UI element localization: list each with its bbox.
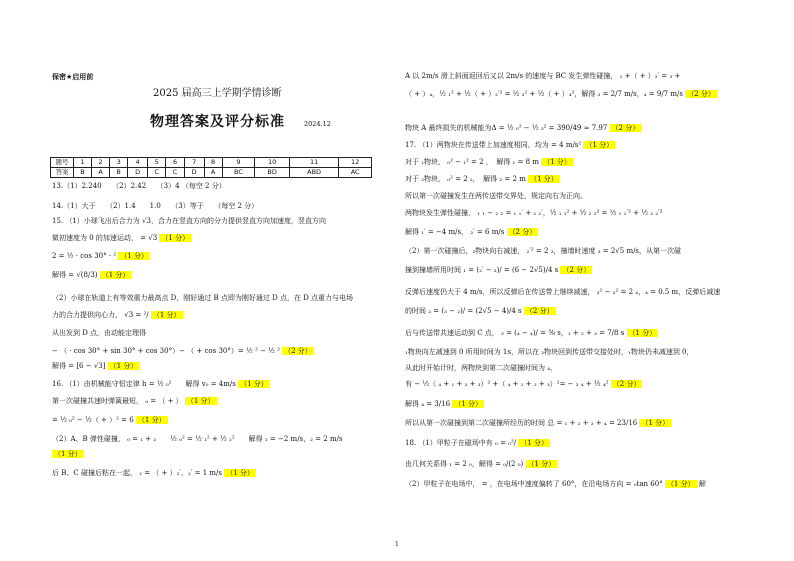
equation: ₀² = 2 ₂， 解得 ₂ = 2 m [447, 175, 526, 183]
equation: = ₀tan 60° [625, 480, 663, 488]
equation: ₁ ₁ − ₂ ₂ = ₁ ₁′ + ₂ ₂′，½ ₁ ₁² + ½ ₂ ₂² = ½ ₁ ₁′² + ½ ₂ ₂′² [477, 209, 663, 217]
page-title: 物理答案及评分标准 [150, 114, 285, 130]
question-number-cell: 5 [148, 158, 166, 168]
answer-cell: B [74, 168, 92, 178]
question-number-cell: 4 [128, 158, 148, 168]
score-note: （每空 2 分） [181, 182, 226, 190]
answer-16-line8 [405, 91, 717, 98]
answer-text: 对于 ₁物块， [405, 158, 446, 166]
score-mark: （2 分） [525, 307, 554, 315]
answer-13 [52, 183, 226, 190]
answer-17-line15 [405, 401, 484, 408]
equation: ₁ +（ + ）₂′ = ₃ + [619, 72, 681, 80]
answer-18-line2 [405, 461, 557, 468]
question-number-cell: 9 [222, 158, 255, 168]
answer-cell: C [166, 168, 184, 178]
answer-17-line7 [405, 248, 681, 255]
answer-cell: D [184, 168, 204, 178]
answer-17-line4: 所以第一次碰撞发生在两传送带交界处，规定向右为正向。 [405, 192, 587, 200]
score-mark: （2 分） [687, 90, 715, 98]
answer-15-line8 [52, 348, 314, 355]
equation: = 4 m/s² [551, 141, 582, 149]
answer-text: 解得 [405, 400, 419, 408]
answer-15-line1 [52, 218, 326, 225]
answer-17-line1 [405, 142, 615, 149]
equation: （ + ）₄，½ ₁² + ½（ + ）₂′² = ½ ₃² + ½（ + ）₄²，解得 ₃ = 2/7 m/s，₄ = 9/7 m/s [405, 90, 683, 98]
question-number-cell: 2 [92, 158, 110, 168]
equation: ₂′ = 6 m/s [470, 228, 505, 236]
answer-text: 后 B、C 碰撞后粘在一起， [52, 469, 137, 477]
score-mark: （1 分） [454, 400, 482, 408]
score-mark: （2 分） [508, 228, 537, 236]
equation: ₃² − ₂² = 2 ₄，₄ = 0.5 m，反弹后减速 [596, 288, 721, 296]
equation: ₃ = (₄ − ₄)/ = ⅜ s，₁ + ₂ + ₃ = 7/8 s [501, 329, 625, 337]
answer-15-line9 [52, 363, 139, 370]
question-number-cell: 10 [255, 158, 290, 168]
answer-text: 的时间 [405, 307, 426, 315]
answer-17-line3 [405, 176, 560, 183]
answer-text: 13.（1）2.240 （2）2.42 （3） [52, 182, 176, 190]
equation: h = ½ ₀² 解得 v₀ = 4m/s [142, 380, 236, 388]
confidential-label: 保密★启用前 [52, 73, 94, 81]
answer-text: 后与传送带共速运动到 C 点， [405, 329, 499, 337]
answer-text: 由几何关系得 [405, 460, 447, 468]
answer-18-line1 [405, 440, 550, 447]
score-mark: （1 分） [109, 362, 138, 370]
score-mark: （1 分） [186, 397, 215, 405]
exam-date: 2024.12 [304, 120, 331, 128]
equation: = ½ ₀² − ½（ + ）² = 6 [52, 416, 134, 424]
score-mark: （1 分） [226, 469, 254, 477]
answer-17-line14 [405, 381, 642, 388]
answer-text: （2）第一次碰撞后，₂物块向右减速， [405, 247, 525, 255]
score-mark: （1 分） [666, 480, 695, 488]
score-mark: （1 分） [520, 439, 549, 447]
answer-16-line9 [405, 125, 641, 132]
answer-text: 解得 ₁′ = −4 m/s， [405, 228, 469, 236]
equation: ₄ = 3/16 [421, 400, 451, 408]
score-mark: （1 分） [120, 252, 148, 260]
question-number-cell: 3 [110, 158, 128, 168]
answer-text: 第一次碰撞共速时弹簧最短， [52, 397, 143, 405]
score-mark: （1 分） [527, 460, 556, 468]
answer-17-line12: ₁物块向左减速到 0 所用时间为 1s，所以在 ₂物块回到传送带交接处时，₁物块仍未减速到 0， [405, 348, 694, 356]
answer-16-line4 [52, 436, 343, 443]
answer-15-line7: 从出发到 D 点，由动能定理得 [52, 329, 147, 337]
answer-17-line13: 从此时开始计时，两物块到第二次碰撞时间为 ₄， [405, 364, 558, 372]
question-number-cell: 12 [339, 158, 372, 168]
answer-17-line9 [405, 289, 720, 296]
answer-17-line6 [405, 229, 538, 236]
table-header-cell: 答案 [51, 168, 74, 178]
answer-cell: C [148, 168, 166, 178]
answer-cell: AC [339, 168, 372, 178]
answer-16-line1 [52, 381, 270, 388]
score-mark: （1 分） [54, 450, 82, 458]
answer-text: A 以 2m/s 滑上斜面返回后又以 2m/s 的速度与 BC 发生弹性碰撞， [405, 72, 618, 80]
answer-text: 做初速度为 0 的加速运动， [52, 234, 138, 242]
score-mark: （1 分） [628, 329, 657, 337]
answer-cell: BC [222, 168, 255, 178]
score-mark: （1 分） [152, 311, 181, 319]
score-mark: （2 分） [284, 347, 312, 355]
question-number-cell: 6 [166, 158, 184, 168]
question-number-cell: 1 [74, 158, 92, 168]
answer-text: 解 [698, 480, 706, 488]
answer-15-line6 [52, 312, 183, 319]
answer-17-line16 [405, 420, 671, 427]
equation: ₂ = (₃ − ₂)/ = (2√5 − 4)/4 s [428, 307, 522, 315]
answer-15-line2 [52, 235, 191, 242]
equation: √3 [142, 217, 151, 225]
exam-title: 2025 届高三上学期学情诊断 [153, 88, 282, 99]
answer-text: 反弹后速度仍大于 4 m/s，所以反弹后在传送带上继续减速， [405, 288, 595, 296]
equation: ₂′² = 2 ₃，撞墙时速度 ₃ = 2√5 m/s，从第一次碰 [526, 247, 682, 255]
answer-text: （2）A、B 弹性碰撞， [52, 435, 125, 443]
score-mark: （1 分） [641, 419, 670, 427]
answer-text: 撞到撞墙所用时间 [405, 266, 461, 274]
equation: 有 − ½（ ₄ + ₁ + ₂ + ₃）² +（ ₄ + ₁ + ₂ + ₃）²= − ₂ ₄ + ½ ₄² [405, 380, 609, 388]
answer-16-line7 [405, 73, 680, 80]
answer-16-line2 [52, 398, 217, 405]
score-mark: （1 分） [585, 141, 614, 149]
answer-text: ，合力在竖直方向的分力提供竖直方向加速度，竖直方向 [150, 217, 326, 225]
answer-cell: A [204, 168, 222, 178]
fraction: 4 [175, 182, 180, 190]
answer-17-line5 [405, 210, 662, 217]
answer-text: 所以从第一次碰撞到第二次碰撞所经历的时间 [405, 419, 545, 427]
answer-text: = ，在电场中速度偏转了 60°，在沿电场方向 [481, 480, 624, 488]
answer-text: 15. （1）小球飞出后合力为 [52, 217, 140, 225]
answer-text: 18. （1）甲粒子在磁场中有 [405, 439, 493, 447]
equation: ₀ = ₀²/ [495, 439, 517, 447]
equation: ₀² − ₁² = 2 ， 解得 ₁ = 8 m [447, 158, 539, 166]
question-number-cell: 7 [184, 158, 204, 168]
right-column [405, 0, 750, 561]
score-mark: （2 分） [611, 124, 640, 132]
score-mark: （1 分） [530, 175, 558, 183]
answer-text: 两物块发生弹性碰撞， [405, 209, 475, 217]
table-header-cell: 题号 [51, 158, 74, 168]
equation: √3 = ²/ [124, 311, 149, 319]
answer-15-line5: （2）小球在轨道上有等效重力最高点 D，刚好通过 B 点即为刚好通过 D 点，在 D 点重力与电场 [52, 294, 354, 302]
equation: 物块 A 最终损失的机械能为Δ = ½ ₀² − ½ ₃² = 390/49 ≈ 7.97 [405, 124, 608, 132]
score-mark: （1 分） [240, 380, 268, 388]
answer-text: 解得 [52, 362, 66, 370]
answer-14: 14.（1）大于 （2）1.4 1.0 （3）等于 （每空 2 分） [52, 202, 259, 210]
left-column [50, 0, 395, 561]
table-row [51, 158, 372, 168]
question-number-cell: 8 [204, 158, 222, 168]
answer-text: 对于 ₂物块， [405, 175, 446, 183]
equation: ₁ = (₂′ − ₃)/ = (6 − 2√5)/4 s [463, 266, 559, 274]
score-mark: （1 分） [161, 234, 190, 242]
answer-table [50, 157, 372, 178]
answer-15-line3 [52, 253, 150, 260]
answer-17-line10 [405, 308, 556, 315]
table-row [51, 168, 372, 178]
equation: 2 = ½ · cos 30° · ² [52, 252, 117, 260]
question-number-cell: 11 [289, 158, 338, 168]
equation: = √3 [140, 234, 158, 242]
score-mark: （1 分） [543, 158, 571, 166]
score-mark: （2 分） [562, 266, 591, 274]
answer-cell: D [128, 168, 148, 178]
answer-17-line8 [405, 267, 592, 274]
answer-text: 17. （1）两物块在传送带上加速度相同，均为 [405, 141, 549, 149]
answer-cell: B [110, 168, 128, 178]
score-mark: （1 分） [137, 416, 166, 424]
score-mark: （1 分） [101, 271, 130, 279]
answer-cell: ABD [289, 168, 338, 178]
answer-text: 16. （1）由机械能守恒定律 [52, 380, 140, 388]
answer-text: （2）甲粒子在电场中， [405, 480, 480, 488]
answer-15-line4 [52, 272, 131, 279]
equation: ₀ = （ + ） [145, 397, 183, 405]
page-number: 1 [395, 541, 399, 548]
equation: = √(8/3) [68, 271, 98, 279]
answer-16-line5 [52, 451, 84, 458]
answer-cell: BD [255, 168, 290, 178]
answer-16-line3 [52, 417, 168, 424]
equation: ₁ = 2 ₀，解得 = ₀/(2 ₀) [449, 460, 524, 468]
answer-cell: A [92, 168, 110, 178]
answer-text: 力的合力提供向心力， [52, 311, 122, 319]
equation: 总 = ₁ + ₂ + ₃ + ₄ = 23/16 [547, 419, 638, 427]
equation: = [6 − √3] [68, 362, 106, 370]
equation: ₂ = （ + ）₂′，₂′ = 1 m/s [139, 469, 222, 477]
equation: − （ · cos 30° + sin 30° + cos 30°）− （ + cos 30°）= ½ ² − ½ ² [52, 347, 280, 355]
answer-17-line2 [405, 159, 573, 166]
equation: ₀ = ₁ + ₂ ½ ₀² = ½ ₁² + ½ ₂² 解得 ₁ = −2 m/s，₂ = 2 m/s [127, 435, 343, 443]
score-mark: （2 分） [612, 380, 641, 388]
answer-text: 解得 [52, 271, 66, 279]
answer-18-line3 [405, 481, 706, 488]
answer-16-line6 [52, 470, 256, 477]
answer-17-line11 [405, 330, 658, 337]
